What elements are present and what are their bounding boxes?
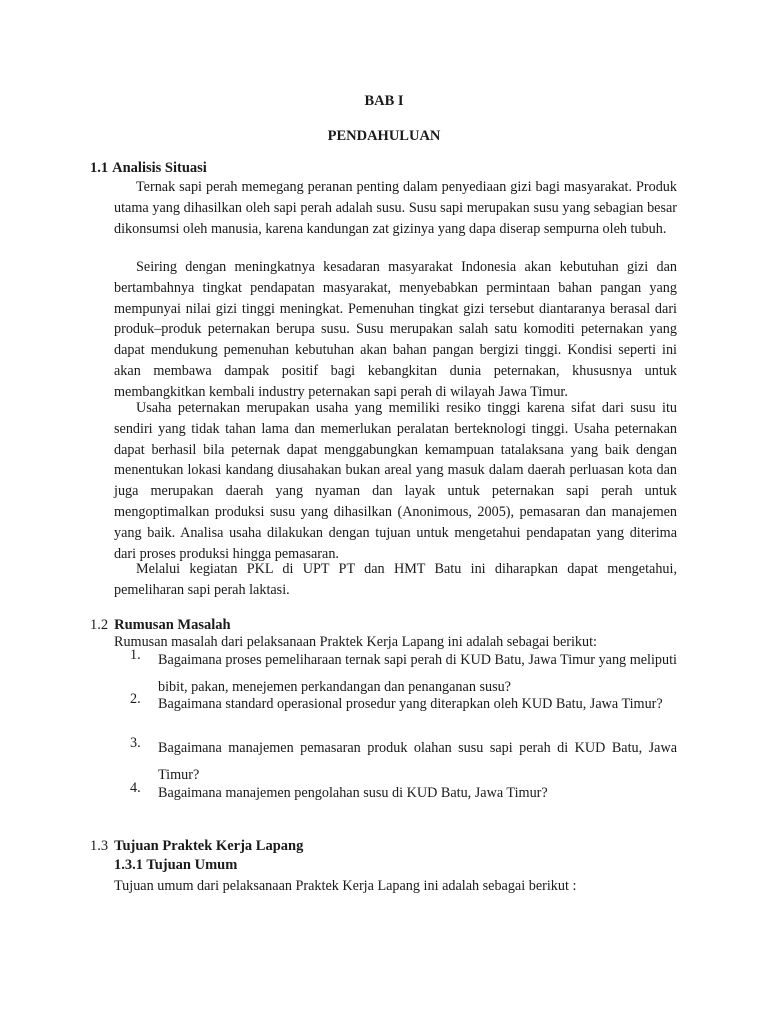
section-heading-analisis [90,160,207,177]
list-item [130,691,677,718]
subsection-number: 1.3.1 [114,857,143,873]
paragraph: Usaha peternakan merupakan usaha yang memiliki resiko tinggi karena sifat dari susu itu sendiri yang tidak tahan lama dan memerlukan peralatan berteknologi tinggi. Usaha peternakan dapat berhasil bila peternak dapat menggabungkan kemampuan tatalaksana yang baik dengan menentukan lokasi kandang diusahakan bukan areal yang masuk dalam daerah perluasan kota dan juga merupakan daerah yang nyaman dan layak untuk peternakan sapi perah untuk mengoptimalkan produksi susu yang dihasilkan (Anonimous, 2005), pemasaran dan manajemen yang baik. Analisa usaha dilakukan dengan tujuan untuk mengetahui pendapatan yang diterima dari proses produksi hingga pemasaran. [114,400,677,562]
chapter-title: PENDAHULUAN [327,128,441,144]
section-number: 1.2 [90,617,109,633]
section-heading-tujuan [90,838,303,855]
list-text: Bagaimana manajemen pemasaran produk olahan susu sapi perah di KUD Batu, Jawa Timur? [158,740,677,783]
section-title: Analisis Situasi [112,160,207,176]
section-number: 1.3 [90,838,109,854]
section-intro: Rumusan masalah dari pelaksanaan Praktek Kerja Lapang ini adalah sebagai berikut: [114,634,597,650]
subsection-heading [114,857,237,874]
paragraph: Seiring dengan meningkatnya kesadaran masyarakat Indonesia akan kebutuhan gizi dan bertambahnya tingkat pendapatan masyarakat, menyebabkan permintaan bahan pangan yang mempunyai nilai gizi tinggi meningkat. Pemenuhan tingkat gizi tersebut diantaranya berasal dari produk–produk peternakan berupa susu. Susu merupakan salah satu komoditi peternakan yang dapat mendukung pemenuhan kebutuhan akan bahan pangan bergizi tinggi. Kondisi seperti ini akan membawa dampak positif bagi kebangkitan dunia peternakan, khususnya untuk membangkitkan kembali industry peternakan sapi perah di wilayah Jawa Timur. [114,259,677,400]
list-marker: 1. [130,647,141,663]
subsection-intro: Tujuan umum dari pelaksanaan Praktek Kerja Lapang ini adalah sebagai berikut : [114,878,577,894]
section-number: 1.1 [90,160,109,176]
chapter-label: BAB I [364,93,404,109]
list-text: Bagaimana proses pemeliharaan ternak sapi perah di KUD Batu, Jawa Timur yang meliputi bibit, pakan, menejemen perkandangan dan penanganan susu? [158,652,677,695]
paragraph: Ternak sapi perah memegang peranan penting dalam penyediaan gizi bagi masyarakat. Produk utama yang dihasilkan oleh sapi perah adalah susu. Susu sapi merupakan susu yang sebagian besar dikonsumsi oleh manusia, karena kandungan zat gizinya yang dapa diserap sempurna oleh tubuh. [114,179,677,237]
list-text: Bagaimana standard operasional prosedur yang diterapkan oleh KUD Batu, Jawa Timur? [158,696,663,712]
list-marker: 4. [130,780,141,796]
subsection-title: Tujuan Umum [146,857,238,873]
list-marker: 3. [130,735,141,751]
paragraph: Melalui kegiatan PKL di UPT PT dan HMT Batu ini diharapkan dapat mengetahui, pemeliharan sapi perah laktasi. [114,561,677,598]
section-title: Tujuan Praktek Kerja Lapang [114,838,304,854]
list-item [130,780,677,807]
list-marker: 2. [130,691,141,707]
list-text: Bagaimana manajemen pengolahan susu di KUD Batu, Jawa Timur? [158,785,548,801]
section-title: Rumusan Masalah [114,617,231,633]
